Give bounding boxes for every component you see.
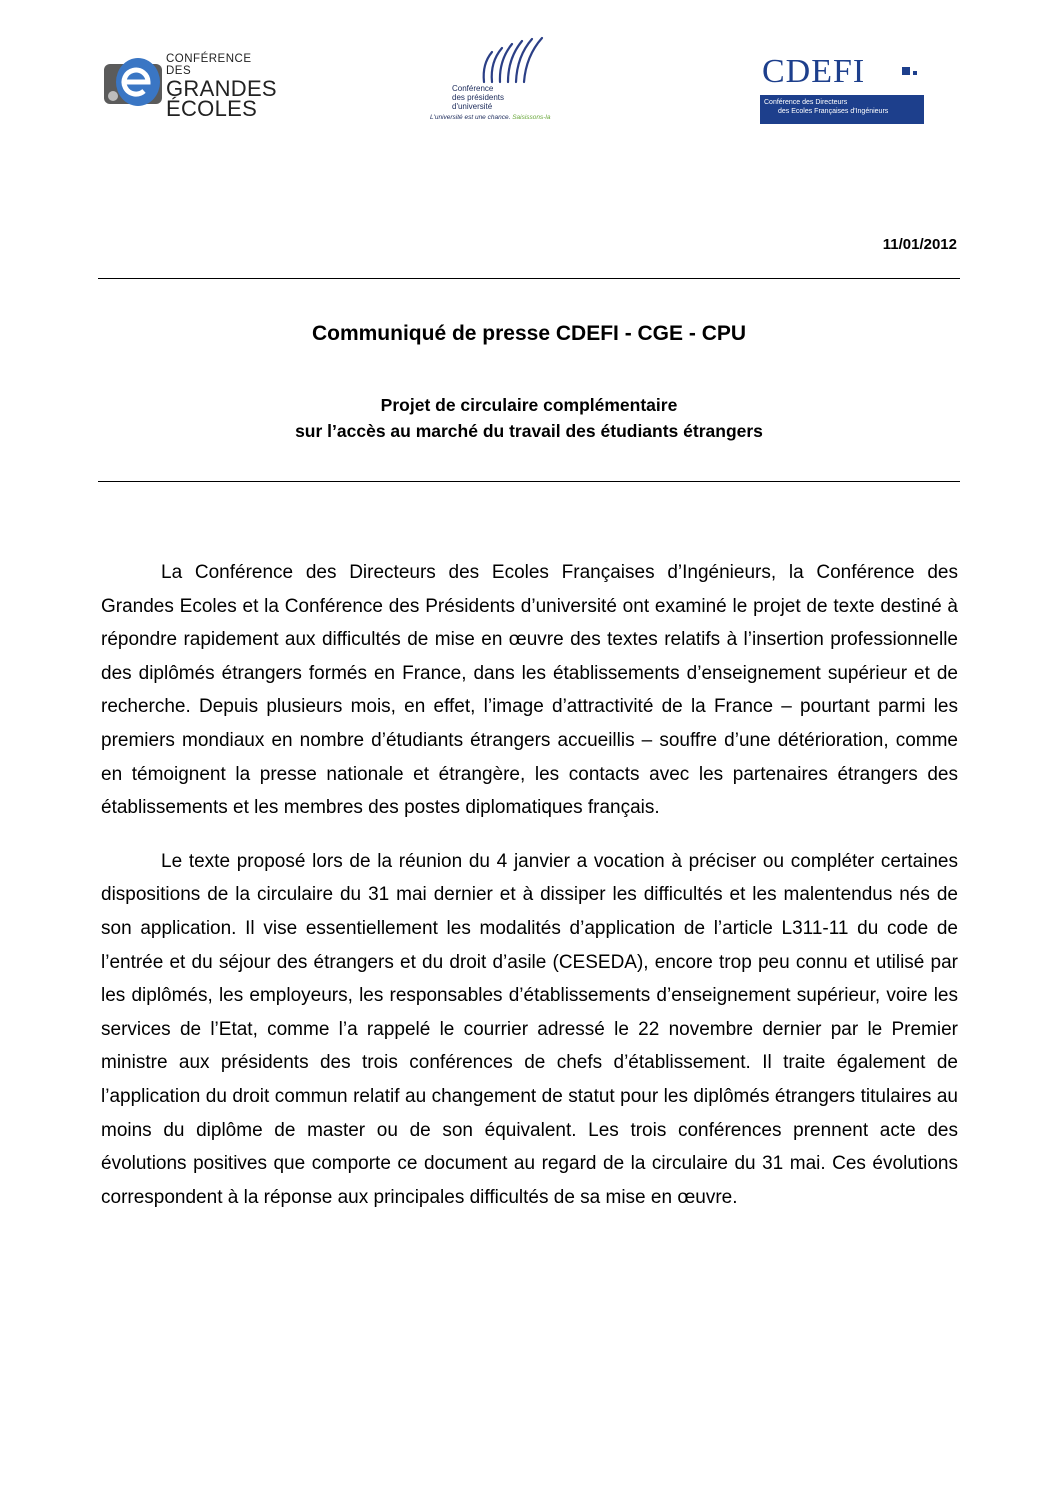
paragraph-2: Le texte proposé lors de la réunion du 4 janvier a vocation à préciser ou compléter certaines dispositions de la circulaire du 31 mai dernier et à dissiper les difficultés et les malentendus nés de son application. Il vise essentiellement les modalités d’application de l’article L311-11 du code de l’entrée et du séjour des étrangers et du droit d’asile (CESEDA), encore trop peu connu et utilisé par les diplômés, les employeurs, les responsables d’établissements d’enseignement supérieur, voire les services de l’Etat, comme l’a rappelé le courrier adressé le 22 novembre dernier par le Premier ministre aux présidents des trois conférences de chefs d’établissement. Il traite également de l’application du droit commun relatif au changement de statut pour les diplômés étrangers titulaires au moins du diplôme de master ou de son équivalent. Les trois conférences prennent acte des évolutions positives que comporte ce document au regard de la circulaire du 31 mai. Ces évolutions correspondent à la réponse aux principales difficultés de sa mise en œuvre. [101,850,958,1208]
cpu-name-line1: Conférence [452,84,494,93]
subtitle [98,392,960,444]
cge-line3: ÉCOLES [166,96,258,121]
cge-logo [104,52,279,121]
top-divider [98,278,960,279]
bottom-divider [98,481,960,482]
cge-line2: GRANDES [166,76,277,101]
cpu-tagline-a: L'université est une chance. [430,114,511,121]
cpu-logo [424,34,594,129]
cdefi-dot-icon [913,71,917,75]
document-date: 11/01/2012 [882,236,957,253]
cdefi-banner-line1: Conférence des Directeurs [764,99,848,106]
cdefi-logo [756,55,924,127]
cdefi-wordmark: CDEFI [762,53,866,90]
cpu-name [452,84,504,111]
paragraph-1: La Conférence des Directeurs des Ecoles Françaises d’Ingénieurs, la Conférence des Grandes Ecoles et la Conférence des Présidents d’université ont examiné le projet de texte destiné à répondre rapidement aux difficultés de mise en œuvre des textes relatifs à l’insertion professionnelle des diplômés étrangers formés en France, dans les établissements d’enseignement supérieur et de recherche. Depuis plusieurs mois, en effet, l’image d’attractivité de la France – pourtant parmi les premiers mondiaux en nombre d’étudiants étrangers accueillis – souffre d’une détérioration, comme en témoignent la presse nationale et étrangère, les contacts avec les partenaires étrangers des établissements et les membres des postes diplomatiques français. [101,562,958,819]
cge-line1: CONFÉRENCE DES [166,53,252,77]
cpu-arcs-icon [472,34,552,84]
cpu-tagline-b: Saisissons-la [512,114,551,121]
cpu-tagline [430,114,550,121]
subtitle-line2: sur l’accès au marché du travail des étudiants étrangers [295,421,763,441]
cdefi-square-icon [902,67,910,75]
cpu-name-line2: des présidents [452,93,505,102]
cdefi-banner [760,95,924,124]
logo-header [0,0,1058,140]
body-text [101,556,958,1234]
cge-wordmark [166,54,279,120]
subtitle-line1: Projet de circulaire complémentaire [380,395,678,415]
cpu-name-line3: d'université [452,102,493,111]
cdefi-banner-line2: des Ecoles Françaises d'Ingénieurs [778,108,889,115]
cge-emblem-icon [104,54,162,110]
page-title: Communiqué de presse CDEFI - CGE - CPU [311,322,747,345]
